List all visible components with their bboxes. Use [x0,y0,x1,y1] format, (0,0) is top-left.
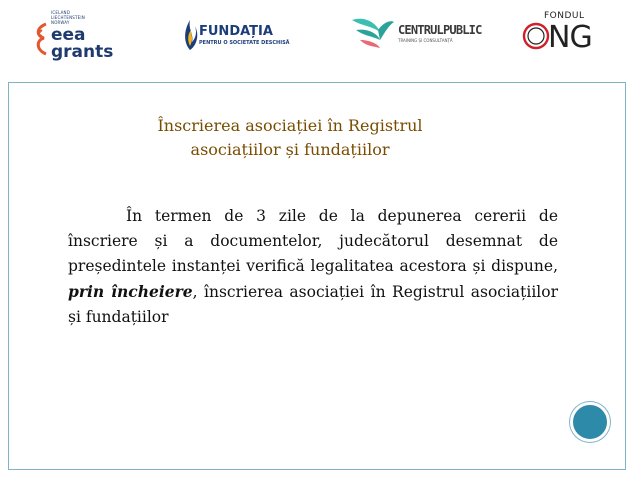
slide-title-line2: asociațiilor și fundațiilor [190,140,390,159]
centrul-public-title: CENTRULPUBLIC [398,23,482,37]
body-text-part2: , înscrierea asociației în Registrul asociațiilor și fundațiilor [68,283,558,326]
fundatia-flame-icon [182,16,198,52]
slide-title [120,114,460,162]
bird-icon [350,10,396,54]
body-text-part1: În termen de 3 zile de la depunerea cererii de înscriere și a documentelor, judecătorul desemnat de președintele instanței verifică legalitatea acestora și dispune, [68,207,558,275]
decorative-circle [570,402,610,442]
fundatia-logo [182,16,322,56]
body-emphasis: prin încheiere [68,282,193,301]
slide-body [68,204,558,330]
eea-swirl-icon [34,22,50,56]
fondul-ong-logo [518,10,598,60]
fundatia-title: FUNDAȚIA [199,24,273,39]
eea-grants-logo [34,8,114,64]
fondul-text: FONDUL [544,11,585,21]
centrul-public-subtitle: TRAINING ȘI CONSULTANȚĂ [398,38,453,43]
eea-word: eea [51,25,86,45]
slide-title-line1: Înscrierea asociației în Registrul [157,116,423,135]
ong-text: NG [548,20,592,55]
eea-countries: ICELAND LIECHTENSTEIN NORWAY [51,10,85,25]
centrul-public-logo [350,10,480,58]
logo-bar [0,0,638,70]
grants-word: grants [51,42,114,62]
fundatia-subtitle: PENTRU O SOCIETATE DESCHISĂ [199,40,290,46]
